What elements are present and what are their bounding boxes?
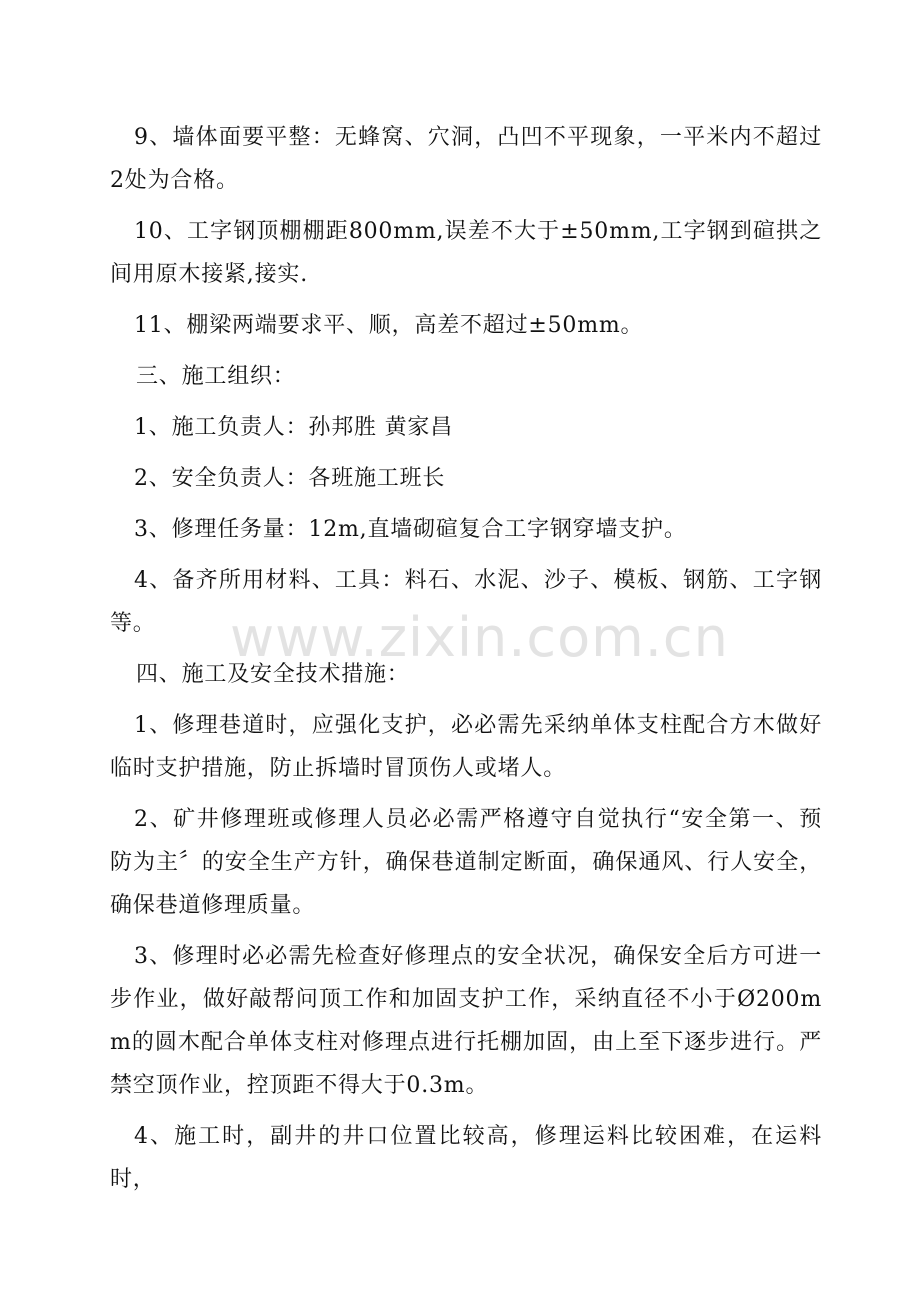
section-heading-construction-organization: 三、施工组织：: [136, 364, 296, 389]
paragraph-safety-measure-1: 1、修理巷道时，应强化支护，必必需先采纳单体支柱配合方木做好临时支护措施，防止拆墙时冒顶伤人或堵人。: [110, 713, 822, 781]
paragraph-item-10: 10、工字钢顶棚棚距800mm,误差不大于±50mm,工字钢到碹拱之间用原木接紧,接实.: [110, 219, 822, 287]
paragraph-safety-measure-4: 4、施工时，副井的井口位置比较高，修理运料比较困难，在运料时，: [110, 1124, 822, 1192]
paragraph-construction-lead: 1、施工负责人：孙邦胜 黄家昌: [134, 415, 453, 440]
paragraph-safety-lead: 2、安全负责人：各班施工班长: [134, 466, 446, 491]
paragraph-materials-tools: 4、备齐所用材料、工具：料石、水泥、沙子、模板、钢筋、工字钢等。: [110, 568, 822, 636]
paragraph-item-11: 11、棚梁两端要求平、顺，高差不超过±50mm。: [134, 313, 644, 338]
paragraph-item-9: 9、墙体面要平整：无蜂窝、穴洞，凸凹不平现象，一平米内不超过2处为合格。: [110, 125, 822, 193]
watermark: www.zixin.com.cn: [230, 606, 729, 669]
paragraph-repair-workload: 3、修理任务量：12m,直墙砌碹复合工字钢穿墙支护。: [134, 517, 687, 542]
section-heading-safety-measures: 四、施工及安全技术措施：: [136, 662, 410, 687]
paragraph-safety-measure-2: 2、矿井修理班或修理人员必必需严格遵守自觉执行“安全第一、预防为主〞的安全生产方针，确保巷道制定断面，确保通风、行人安全，确保巷道修理质量。: [110, 807, 822, 918]
document-body: [110, 116, 822, 1209]
paragraph-safety-measure-3: 3、修理时必必需先检查好修理点的安全状况，确保安全后方可进一步作业，做好敲帮问顶工作和加固支护工作，采纳直径不小于Ø200mm的圆木配合单体支柱对修理点进行托棚加固，由上至下逐步进行。严禁空顶作业，控顶距不得大于0.3m。: [110, 944, 822, 1098]
